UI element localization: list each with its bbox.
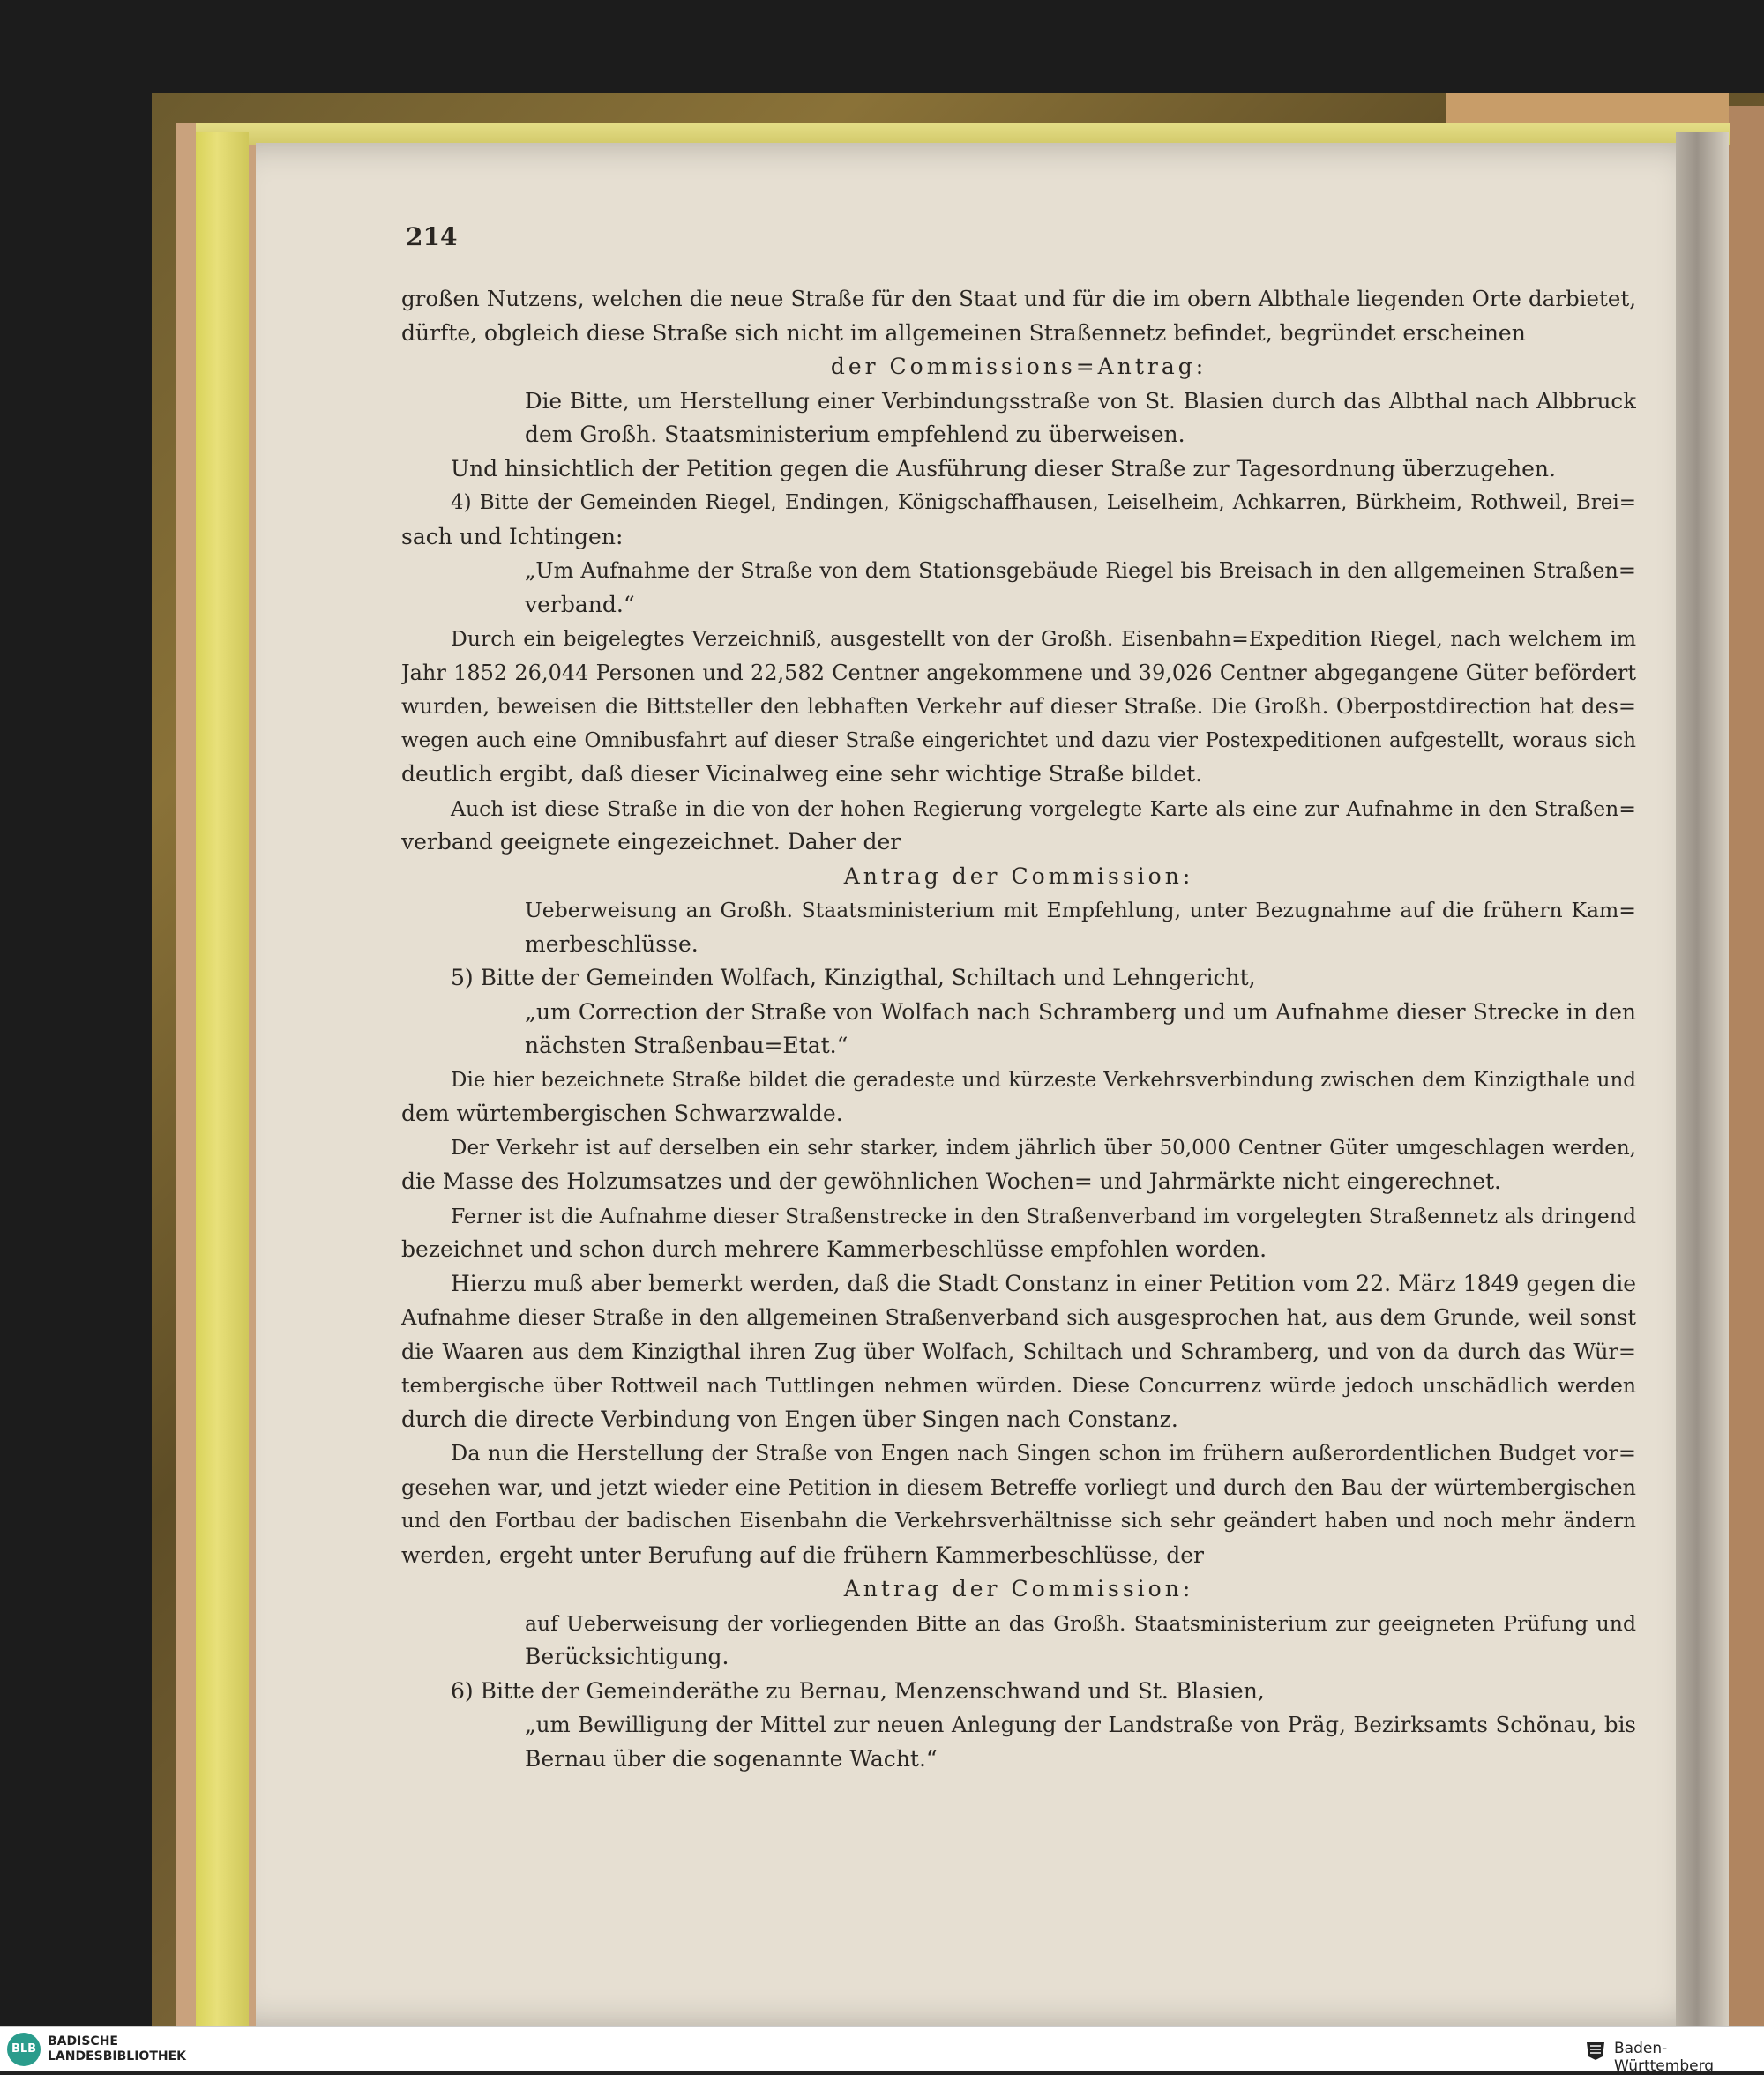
text-line: Da nun die Herstellung der Straße von Engen nach Singen schon im frühern außerordentlichen Budget vor= bbox=[451, 1441, 1636, 1466]
text-line: dem Großh. Staatsministerium empfehlend zu überweisen. bbox=[525, 422, 1185, 447]
blb-logo[interactable]: BLB bbox=[7, 2033, 41, 2066]
text-line: verband geeignete eingezeichnet. Daher der bbox=[401, 829, 901, 855]
text-line: die Masse des Holzumsatzes und der gewöhnlichen Wochen= und Jahrmärkte nicht eingerechnet. bbox=[401, 1168, 1501, 1194]
page-gutter bbox=[1676, 132, 1729, 2026]
text-line: „um Correction der Straße von Wolfach nach Schramberg und um Aufnahme dieser Strecke in den bbox=[525, 998, 1636, 1025]
text-line: gesehen war, und jetzt wieder eine Petition in diesem Betreffe vorliegt und durch den Bau der würtembergischen bbox=[401, 1474, 1636, 1500]
text-line: bezeichnet und schon durch mehrere Kammerbeschlüsse empfohlen worden. bbox=[401, 1236, 1267, 1262]
page-edges bbox=[196, 132, 249, 2026]
text-line: der Commissions=Antrag: bbox=[830, 354, 1207, 379]
text-line: Und hinsichtlich der Petition gegen die Ausführung dieser Straße zur Tagesordnung überzugehen. bbox=[451, 455, 1556, 481]
text-line: auf Ueberweisung der vorliegenden Bitte an das Großh. Staatsministerium zur geeigneten Prüfung und bbox=[525, 1610, 1636, 1636]
text-line: und den Fortbau der badischen Eisenbahn die Verkehrsverhältnisse sich sehr geändert haben und noch mehr ändern bbox=[401, 1510, 1636, 1533]
text-line: „um Bewilligung der Mittel zur neuen Anlegung der Landstraße von Präg, Bezirksamts Schönau, bis bbox=[525, 1712, 1636, 1737]
text-line: Jahr 1852 26,044 Personen und 22,582 Centner angekommene und 39,026 Centner abgegangene Güter befördert bbox=[401, 660, 1636, 685]
text-line: Die Bitte, um Herstellung einer Verbindungsstraße von St. Blasien durch das Albthal nach Albbruck bbox=[525, 387, 1636, 414]
text-line: wegen auch eine Omnibusfahrt auf dieser Straße eingerichtet und dazu vier Postexpeditionen aufgestellt, woraus sich bbox=[401, 728, 1636, 752]
text-line: Hierzu muß aber bemerkt werden, daß die Stadt Constanz in einer Petition vom 22. März 1849 gegen die bbox=[451, 1270, 1636, 1296]
text-line: Die hier bezeichnete Straße bildet die geradeste und kürzeste Verkehrsverbindung zwischen dem Kinzigthale und bbox=[451, 1068, 1636, 1092]
text-line: dürfte, obgleich diese Straße sich nicht im allgemeinen Straßennetz befindet, begründet erscheinen bbox=[401, 319, 1526, 346]
text-line: Ueberweisung an Großh. Staatsministerium mit Empfehlung, unter Bezugnahme auf die frühern Kam= bbox=[525, 898, 1636, 922]
text-line: 5) Bitte der Gemeinden Wolfach, Kinzigthal, Schiltach und Lehngericht, bbox=[451, 965, 1256, 990]
page-text bbox=[401, 282, 1636, 1776]
text-line: Aufnahme dieser Straße in den allgemeinen Straßenverband sich ausgesprochen hat, aus dem Grunde, weil sonst bbox=[401, 1305, 1636, 1330]
text-line: Antrag der Commission: bbox=[843, 1576, 1194, 1601]
text-line: Auch ist diese Straße in die von der hohen Regierung vorgelegte Karte als eine zur Aufnahme in den Straßen= bbox=[451, 795, 1636, 821]
text-line: deutlich ergibt, daß dieser Vicinalweg eine sehr wichtige Straße bildet. bbox=[401, 761, 1203, 787]
text-line: nächsten Straßenbau=Etat.“ bbox=[525, 1033, 848, 1058]
page-top-edge bbox=[196, 123, 1730, 145]
library-name[interactable] bbox=[48, 2034, 186, 2064]
text-line: werden, ergeht unter Berufung auf die frühern Kammerbeschlüsse, der bbox=[401, 1541, 1204, 1568]
text-line: merbeschlüsse. bbox=[525, 930, 699, 957]
page-number: 214 bbox=[406, 222, 458, 251]
text-line: wurden, beweisen die Bittsteller den lebhaften Verkehr auf dieser Straße. Die Großh. Oberpostdirection hat des= bbox=[401, 694, 1636, 719]
text-line: 6) Bitte der Gemeinderäthe zu Bernau, Menzenschwand und St. Blasien, bbox=[451, 1677, 1265, 1704]
text-line: Berücksichtigung. bbox=[525, 1644, 729, 1669]
footer-bar bbox=[0, 2026, 1764, 2075]
state-name[interactable]: Baden-Württemberg bbox=[1614, 2040, 1715, 2075]
text-line: 4) Bitte der Gemeinden Riegel, Endingen, Königschaffhausen, Leiselheim, Achkarren, Bürkheim, Rothweil, Brei= bbox=[451, 491, 1636, 514]
text-line: Antrag der Commission: bbox=[843, 862, 1194, 889]
text-line: Ferner ist die Aufnahme dieser Straßenstrecke in den Straßenverband im vorgelegten Straßennetz als dringend bbox=[451, 1203, 1636, 1228]
lions-crest-icon bbox=[1584, 2038, 1607, 2061]
text-line: dem würtembergischen Schwarzwalde. bbox=[401, 1101, 843, 1126]
text-line: tembergische über Rottweil nach Tuttlingen nehmen würden. Diese Concurrenz würde jedoch unschädlich werden bbox=[401, 1373, 1636, 1398]
text-line: Der Verkehr ist auf derselben ein sehr starker, indem jährlich über 50,000 Centner Güter umgeschlagen werden, bbox=[451, 1136, 1636, 1160]
text-line: die Waaren aus dem Kinzigthal ihren Zug über Wolfach, Schiltach und Schramberg, und von da durch das Wür= bbox=[401, 1339, 1636, 1364]
text-line: großen Nutzens, welchen die neue Straße für den Staat und für die im obern Albthale liegenden Orte darbietet, bbox=[401, 286, 1636, 311]
text-line: verband.“ bbox=[525, 591, 635, 617]
library-name-line1: BADISCHE bbox=[48, 2034, 118, 2049]
text-line: durch die directe Verbindung von Engen über Singen nach Constanz. bbox=[401, 1406, 1178, 1432]
text-line: Bernau über die sogenannte Wacht.“ bbox=[525, 1745, 938, 1772]
text-line: „Um Aufnahme der Straße von dem Stationsgebäude Riegel bis Breisach in den allgemeinen Straßen= bbox=[525, 558, 1636, 583]
text-line: Durch ein beigelegtes Verzeichniß, ausgestellt von der Großh. Eisenbahn=Expedition Riegel, nach welchem im bbox=[451, 626, 1636, 651]
library-name-line2: LANDESBIBLIOTHEK bbox=[48, 2049, 187, 2064]
cover-edge bbox=[1729, 106, 1764, 2026]
text-line: sach und Ichtingen: bbox=[401, 523, 624, 549]
